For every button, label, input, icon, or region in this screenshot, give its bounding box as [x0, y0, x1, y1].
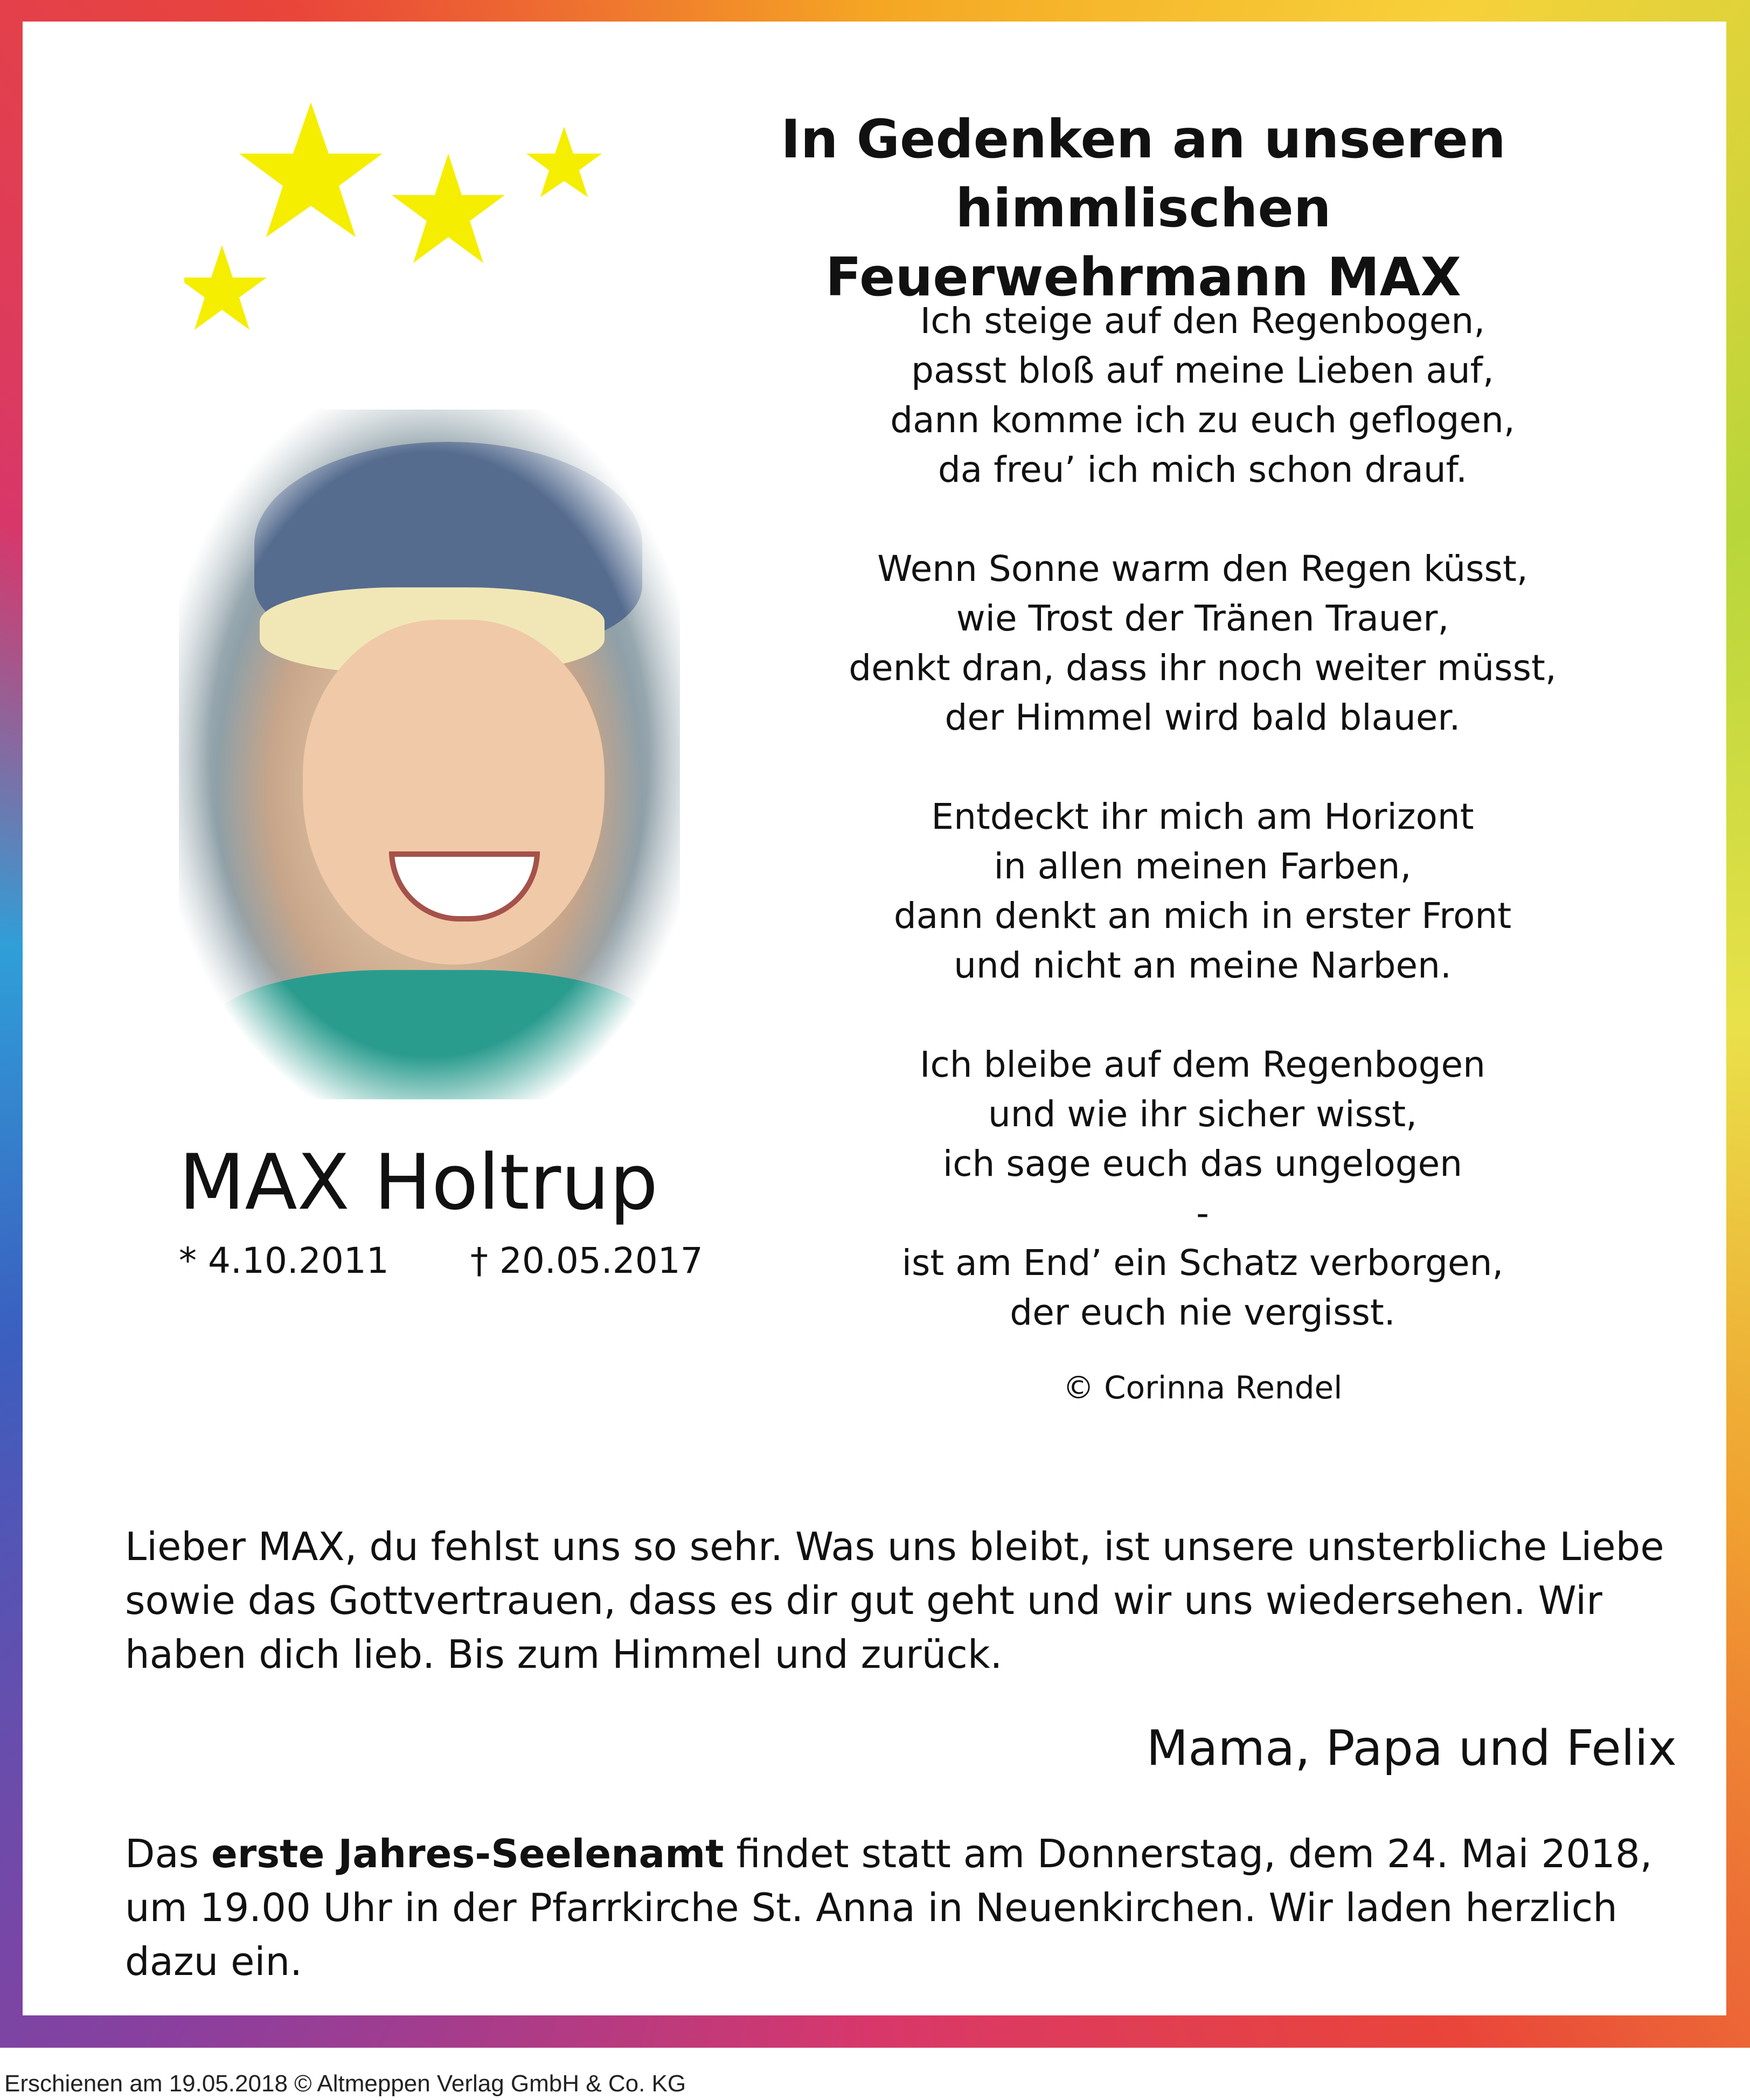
- poem-line: ich sage euch das ungelogen: [942, 1143, 1463, 1184]
- star-icon: [526, 127, 602, 197]
- shirt: [211, 970, 653, 1110]
- poem-stanza: [766, 792, 1639, 990]
- memorial-heading: [664, 105, 1623, 312]
- poem-line: da freu’ ich mich schon drauf.: [938, 449, 1468, 490]
- poem-line: Wenn Sonne warm den Regen küsst,: [877, 548, 1528, 590]
- poem-line: dann komme ich zu euch geflogen,: [890, 399, 1515, 441]
- life-dates: [179, 1239, 718, 1283]
- portrait-photo: [179, 410, 680, 1099]
- poem-line: Entdeckt ihr mich am Horizont: [931, 796, 1474, 837]
- stars-decoration: [184, 102, 626, 350]
- poem-line: und wie ihr sicher wisst,: [988, 1093, 1418, 1135]
- family-signature: Mama, Papa und Felix: [1146, 1720, 1677, 1777]
- poem-stanza: [766, 544, 1639, 743]
- service-announcement: [125, 1827, 1677, 1988]
- service-suffix: findet statt am Donnerstag, dem 24. Mai 2018, um 19.00 Uhr in der Pfarrkirche St. Anna in Neuenkirchen. Wir laden herzlich dazu ein.: [125, 1831, 1652, 1984]
- poem-line: der Himmel wird bald blauer.: [945, 697, 1461, 738]
- poem-copyright: © Corinna Rendel: [1062, 1369, 1343, 1406]
- poem-line: der euch nie vergisst.: [1010, 1292, 1395, 1333]
- poem-stanza: [766, 296, 1639, 495]
- poem-line: dann denkt an mich in erster Front: [893, 895, 1512, 937]
- poem-line: wie Trost der Tränen Trauer,: [956, 598, 1449, 639]
- poem-line: Ich bleibe auf dem Regenbogen: [920, 1044, 1485, 1085]
- deceased-name: MAX Holtrup: [179, 1138, 658, 1227]
- service-prefix: Das: [125, 1831, 211, 1876]
- heading-line-2: Feuerwehrmann MAX: [825, 247, 1461, 308]
- poem-line: denkt dran, dass ihr noch weiter müsst,: [849, 647, 1557, 689]
- poem-line: und nicht an meine Narben.: [954, 945, 1452, 986]
- service-emphasis: erste Jahres-Seelenamt: [211, 1831, 724, 1876]
- poem-line: passt bloß auf meine Lieben auf,: [911, 350, 1494, 391]
- star-icon: [184, 245, 267, 330]
- poem-line: in allen meinen Farben,: [994, 845, 1412, 887]
- star-icon: [392, 154, 505, 263]
- death-date: † 20.05.2017: [470, 1240, 703, 1281]
- poem-line: Ich steige auf den Regenbogen,: [920, 300, 1485, 342]
- obituary-card: [23, 22, 1726, 2015]
- heading-line-1: In Gedenken an unseren himmlischen: [781, 109, 1506, 239]
- birth-date: * 4.10.2011: [179, 1240, 389, 1281]
- publication-footer: Erschienen am 19.05.2018 © Altmeppen Verlag GmbH & Co. KG: [4, 2070, 686, 2097]
- star-icon: [239, 102, 383, 237]
- family-message: Lieber MAX, du fehlst uns so sehr. Was uns bleibt, ist unsere unsterbliche Liebe sowie das Gottvertrauen, dass es dir gut geht und wir uns wiedersehen. Wir haben dich lieb. Bis zum Himmel und zurück.: [125, 1524, 1664, 1677]
- poem-line: ist am End’ ein Schatz verborgen,: [901, 1242, 1504, 1284]
- poem-line: -: [1196, 1193, 1209, 1234]
- poem-stanza: [766, 1040, 1639, 1337]
- poem: [766, 296, 1639, 1387]
